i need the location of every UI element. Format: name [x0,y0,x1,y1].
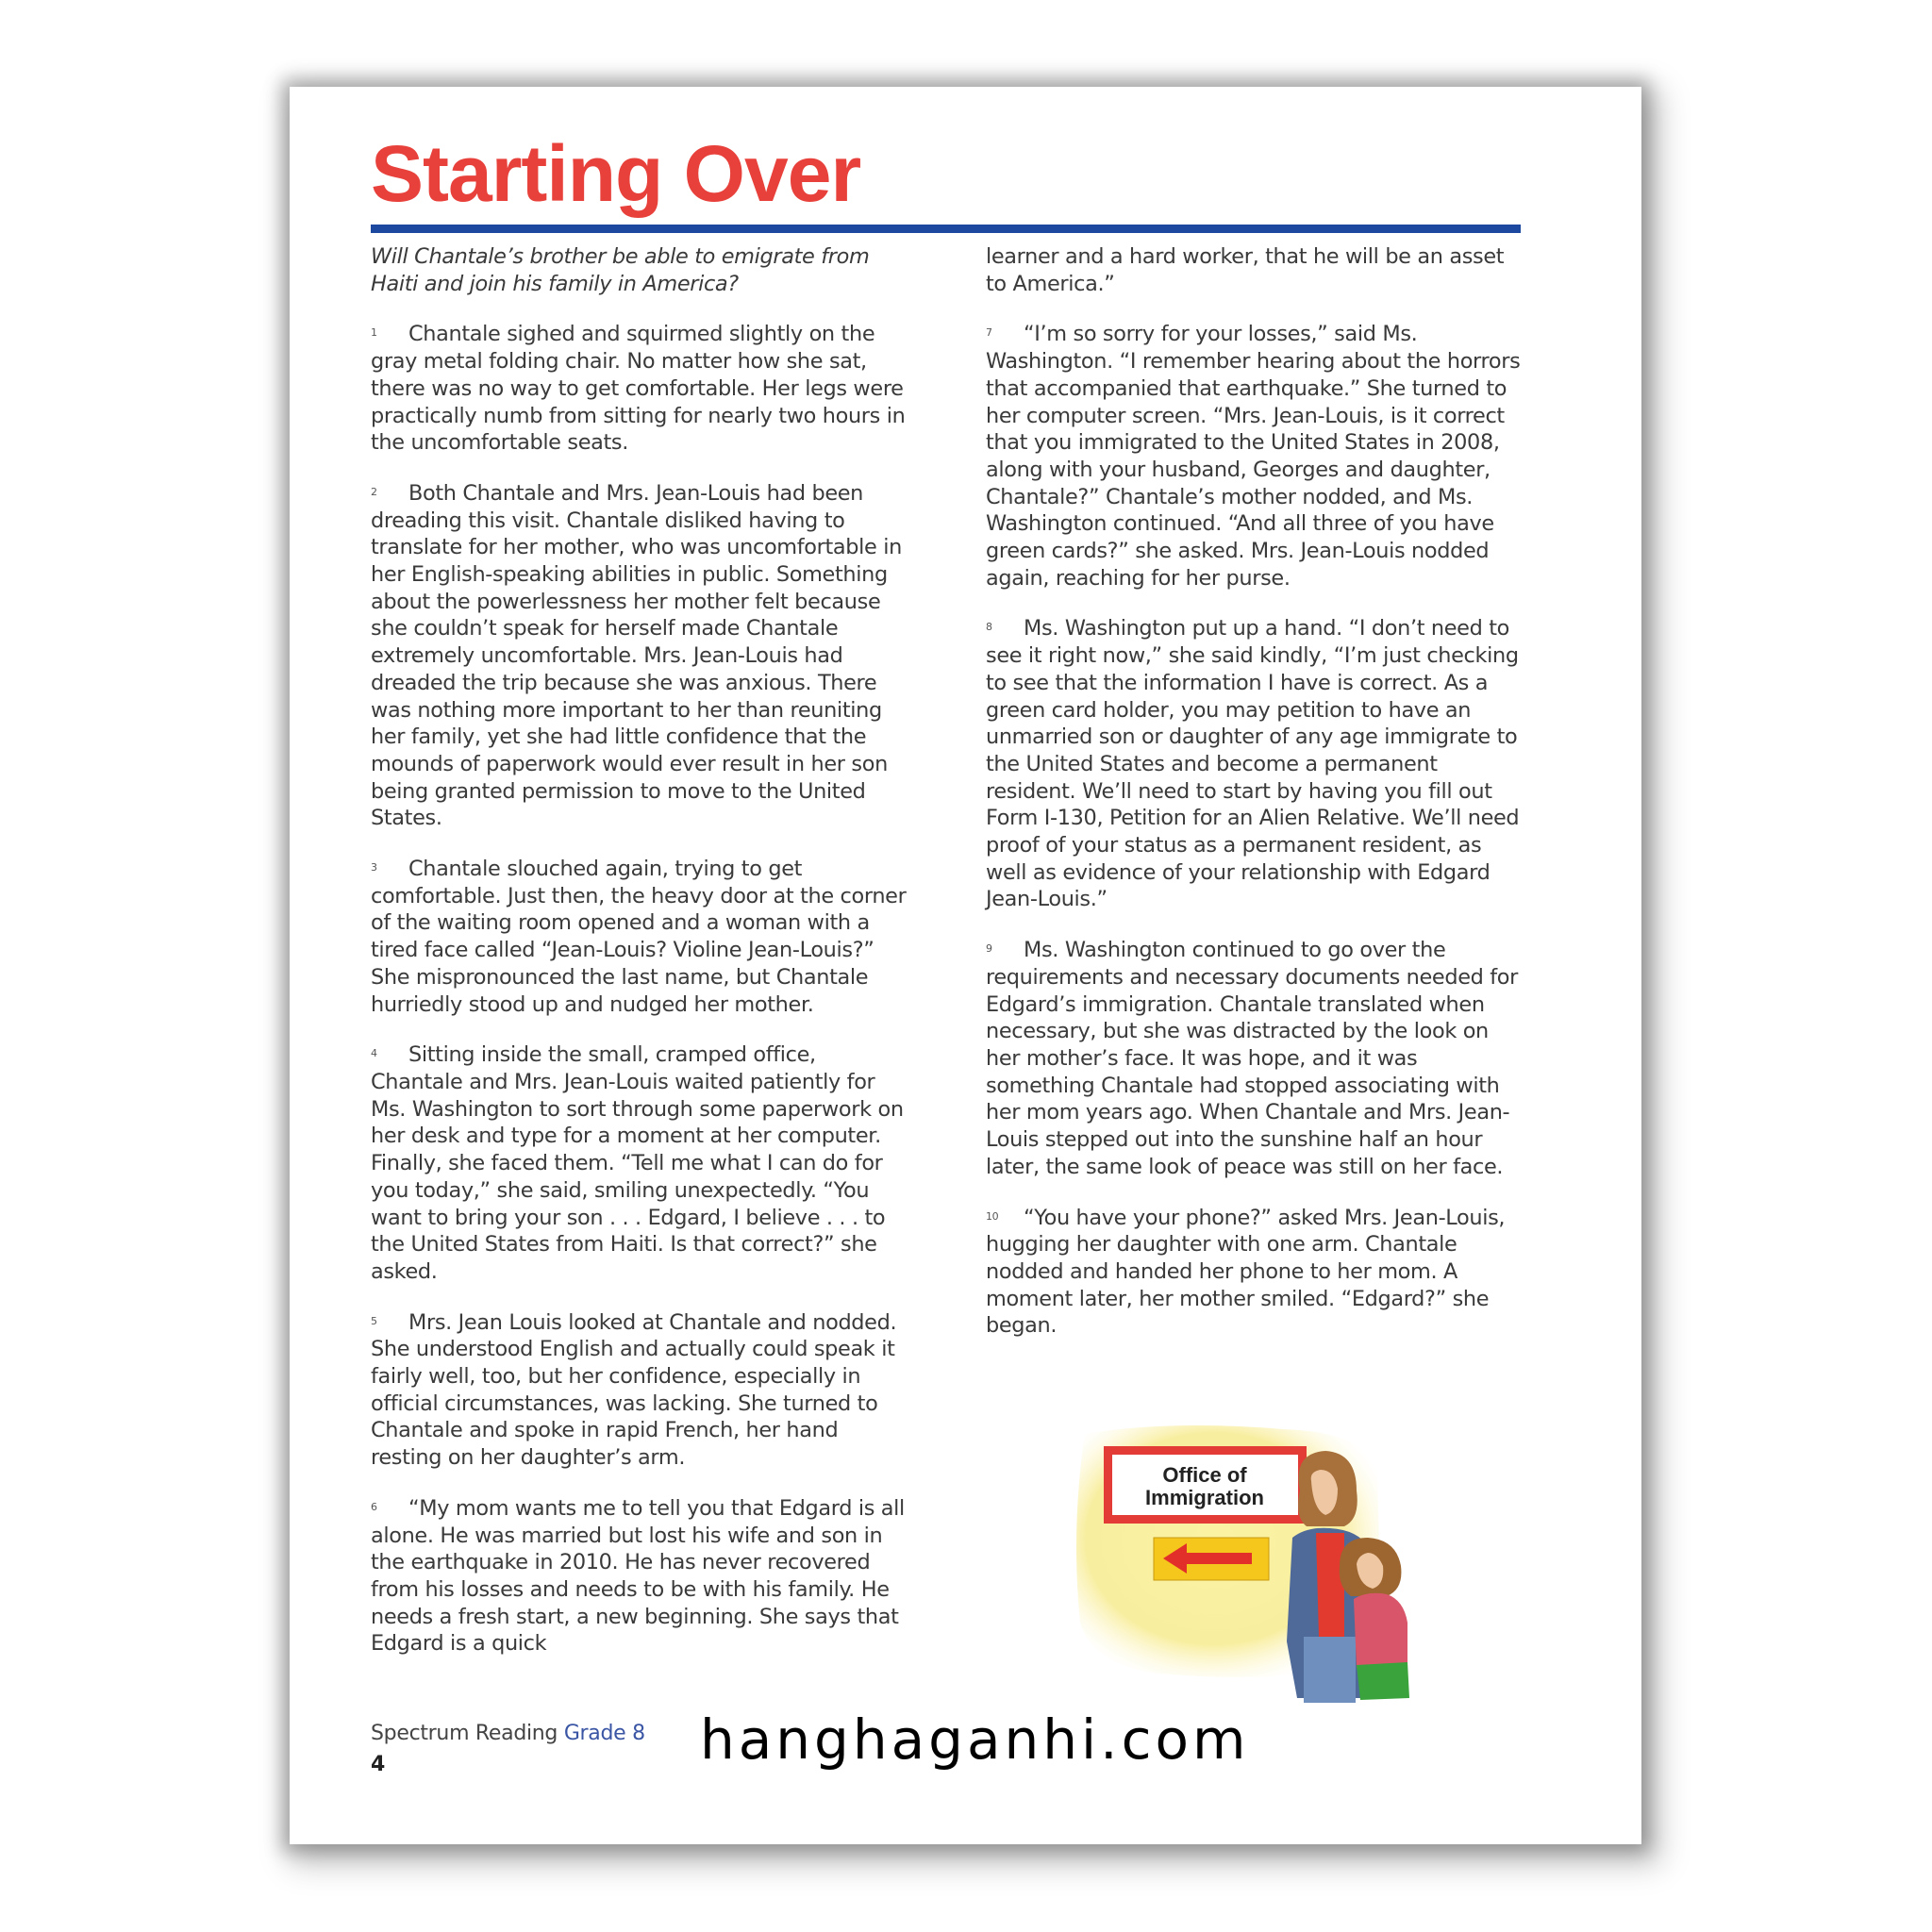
paragraph-4 [371,1041,908,1285]
paragraph-6 [371,1495,908,1657]
paragraph-8 [986,615,1524,913]
watermark: hanghaganhi.com [700,1707,1250,1772]
paragraph-7 [986,321,1524,591]
immigration-office-illustration [1057,1415,1453,1726]
paragraph-number: 9 [986,942,992,956]
paragraph-text: Ms. Washington continued to go over the requirements and necessary documents needed for Edgard’s immigration. Chantale translated when necessary, but she was distracted by the look on her mother’s face. It was hope, and it was something Chantale had stopped associating with her mom years ago. When Chantale and Mrs. Jean-Louis stepped out into the sunshine half an hour later, the same look of peace was still on her face. [986,938,1519,1179]
paragraph-number: 1 [371,326,377,340]
title-rule [371,225,1521,233]
paragraph-10 [986,1205,1524,1341]
paragraph-number: 10 [986,1209,999,1223]
series-name: Spectrum Reading [371,1722,558,1745]
paragraph-number: 5 [371,1314,377,1327]
paragraph-text: “My mom wants me to tell you that Edgard is all alone. He was married but lost his wife and son in the earthquake in 2010. He has never recovered from his losses and needs to be with his family. He needs a fresh start, a new beginning. She says that Edgard is a quick [371,1495,905,1657]
left-column [371,243,908,1681]
office-sign [1104,1446,1307,1524]
paragraph-number: 3 [371,861,377,874]
page-title: Starting Over [371,129,861,218]
paragraph-2 [371,480,908,832]
paragraph-9 [986,937,1524,1180]
paragraph-text: Mrs. Jean Louis looked at Chantale and nodded. She understood English and actually could speak it fairly well, too, but her confidence, especially in official circumstances, was lacking. She turned to Chantale and spoke in rapid French, her hand resting on her daughter’s arm. [371,1309,897,1471]
workbook-page [290,87,1641,1844]
paragraph-number: 7 [986,326,992,340]
paragraph-text: Chantale sighed and squirmed slightly on the gray metal folding chair. No matter how she sat, there was no way to get comfortable. Her legs were practically numb from sitting for nearly two hours in the uncomfortable seats. [371,322,906,456]
paragraph-text: “You have your phone?” asked Mrs. Jean-Louis, hugging her daughter with one arm. Chantale nodded and handed her phone to her mom. A moment later, her mother smiled. “Edgard?” she began. [986,1205,1506,1339]
paragraph-number: 4 [371,1047,377,1060]
right-column [986,243,1524,1363]
paragraph-1 [371,321,908,457]
paragraph-text: Chantale slouched again, trying to get comfortable. Just then, the heavy door at the corner of the waiting room opened and a woman with a tired face called “Jean-Louis? Violine Jean-Louis?” She mispronounced the last name, but Chantale hurriedly stood up and nudged her mother. [371,857,907,1017]
paragraph-3 [371,856,908,1018]
paragraph-text: Ms. Washington put up a hand. “I don’t need to see it right now,” she said kindly, “I’m just checking to see that the information I have is correct. As a green card holder, you may petition to have an unmarried son or daughter of any age immigrate to the United States and become a permanent resident. We’ll need to start by having you fill out Form I-130, Petition for an Alien Relative. We’ll need proof of your status as a permanent resident, as well as evidence of your relationship with Edgard Jean-Louis.” [986,616,1520,912]
paragraph-text: Sitting inside the small, cramped office, Chantale and Mrs. Jean-Louis waited patiently for Ms. Washington to sort through some paperwork on her desk and type for a moment at her computer. Finally, she faced them. “Tell me what I can do for you today,” she said, smiling unexpectedly. “You want to bring your son . . . Edgard, I believe . . . to the United States from Haiti. Is that correct?” she asked. [371,1042,904,1284]
paragraph-number: 2 [371,485,377,498]
grade-label: Grade 8 [563,1722,645,1745]
intro-question: Will Chantale’s brother be able to emigrate from Haiti and join his family in America? [371,244,870,296]
left-arrow-icon [1154,1538,1269,1580]
paragraph-5 [371,1309,908,1472]
sign-line2: Immigration [1145,1486,1264,1509]
paragraph-6-continued: learner and a hard worker, that he will be an asset to America.” [986,244,1505,296]
footer-series [371,1722,645,1745]
paragraph-number: 6 [371,1500,377,1513]
paragraph-number: 8 [986,621,992,634]
paragraph-text: “I’m so sorry for your losses,” said Ms. Washington. “I remember hearing about the horrors that accompanied that earthquake.” She turned to her computer screen. “Mrs. Jean-Louis, is it correct that you immigrated to the United States in 2008, along with your husband, Georges and daughter, Chantale?” Chantale’s mother nodded, and Ms. Washington continued. “And all three of you have green cards?” she asked. Mrs. Jean-Louis nodded again, reaching for her purse. [986,322,1521,591]
page-number: 4 [371,1753,386,1776]
paragraph-text: Both Chantale and Mrs. Jean-Louis had been dreading this visit. Chantale disliked having to translate for her mother, who was uncomfortable in her English-speaking abilities in public. Something about the powerlessness her mother felt because she couldn’t speak for herself made Chantale extremely uncomfortable. Mrs. Jean-Louis had dreaded the trip because she was anxious. There was nothing more important to her than reuniting her family, yet she had little confidence that the mounds of paperwork would ever result in her son being granted permission to move to the United States. [371,480,902,831]
sign-line1: Office of [1162,1463,1247,1487]
